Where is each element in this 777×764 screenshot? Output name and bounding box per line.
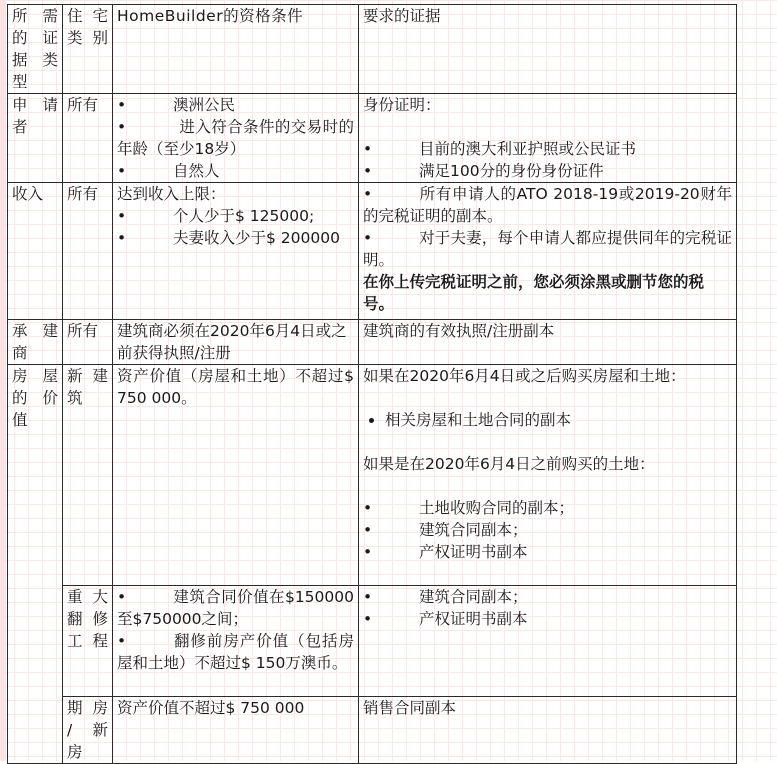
- list-item: • 产权证明书副本: [363, 610, 528, 628]
- evidence-intro: 身份证明：: [363, 96, 441, 114]
- list-item: • 土地收购合同的副本；: [363, 499, 575, 517]
- table-row-builder: [8, 320, 737, 365]
- cell-evidence-income: [359, 183, 737, 320]
- list-item: • 建筑合同副本；: [363, 521, 528, 539]
- margin-stripe: [0, 0, 6, 761]
- cell-type-value: 房屋的价值: [8, 365, 63, 764]
- criteria-intro: 达到收入上限：: [117, 185, 226, 203]
- cell-evidence-builder: 建筑商的有效执照/注册副本: [359, 320, 737, 365]
- cell-type-income: 收入: [8, 183, 63, 320]
- table-row-value-renovation: [8, 586, 737, 697]
- table-row-income: [8, 183, 737, 320]
- list-item: • 个人少于$ 125000;: [117, 207, 315, 225]
- table-row-value-offplan: [8, 697, 737, 764]
- cell-criteria-new-build: 资产价值（房屋和土地）不超过$ 750 000。: [113, 365, 359, 586]
- list-item: • 翻修前房产价值（包括房屋和土地）不超过$ 150万澳币。: [117, 632, 354, 672]
- cell-type-builder: 承建商: [8, 320, 63, 365]
- requirements-table: [7, 4, 737, 764]
- table-row-value-new-build: [8, 365, 737, 586]
- list-item: • 对于夫妻，每个申请人都应提供同年的完税证明。: [363, 229, 732, 269]
- cell-category-applicant: 所有: [63, 94, 113, 183]
- tax-number-warning: 在你上传完税证明之前，您必须涂黑或删节您的税号。: [363, 273, 705, 313]
- list-item: • 建筑合同价值在$150000至$750000之间；: [117, 588, 354, 628]
- evidence-intro: 如果是在2020年6月4日之前购买的土地：: [363, 455, 655, 473]
- list-item: • 澳洲公民: [117, 96, 236, 114]
- list-item: • 目前的澳大利亚护照或公民证书: [363, 140, 637, 158]
- cell-evidence-new-build: [359, 365, 737, 586]
- list-item: • 进入符合条件的交易时的年龄（至少18岁）: [117, 118, 354, 158]
- cell-evidence-applicant: [359, 94, 737, 183]
- header-eligibility: HomeBuilder的资格条件: [113, 5, 359, 94]
- list-item: • 产权证明书副本: [363, 543, 528, 561]
- cell-evidence-offplan: 销售合同副本: [359, 697, 737, 764]
- header-required-evidence: 要求的证据: [359, 5, 737, 94]
- cell-category-income: 所有: [63, 183, 113, 320]
- table-row-applicant: [8, 94, 737, 183]
- list-item: • 满足100分的身份身份证件: [363, 162, 604, 180]
- cell-category-renovation: 重大翻修工程: [63, 586, 113, 697]
- header-housing-category: 住宅类别: [63, 5, 113, 94]
- table-header-row: [8, 5, 737, 94]
- cell-category-offplan: 期房 / 新房: [63, 697, 113, 764]
- cell-evidence-renovation: [359, 586, 737, 697]
- cell-criteria-applicant: [113, 94, 359, 183]
- list-item: • 相关房屋和土地合同的副本: [385, 409, 732, 431]
- list-item: • 自然人: [117, 162, 220, 180]
- cell-category-new-build: 新建筑: [63, 365, 113, 586]
- cell-criteria-builder: 建筑商必须在2020年6月4日或之前获得执照/注册: [113, 320, 359, 365]
- contract-list: [363, 409, 732, 431]
- list-item: • 建筑合同副本；: [363, 588, 528, 606]
- cell-category-builder: 所有: [63, 320, 113, 365]
- evidence-intro: 如果在2020年6月4日或之后购买房屋和土地：: [363, 367, 686, 385]
- cell-criteria-offplan: 资产价值不超过$ 750 000: [113, 697, 359, 764]
- list-item: • 夫妻收入少于$ 200000: [117, 229, 340, 247]
- list-item: • 所有申请人的ATO 2018-19或2019-20财年的完税证明的副本。: [363, 185, 732, 225]
- cell-criteria-income: [113, 183, 359, 320]
- header-evidence-type: 所需的证据类型: [8, 5, 63, 94]
- cell-criteria-renovation: [113, 586, 359, 697]
- cell-type-applicant: 申请者: [8, 94, 63, 183]
